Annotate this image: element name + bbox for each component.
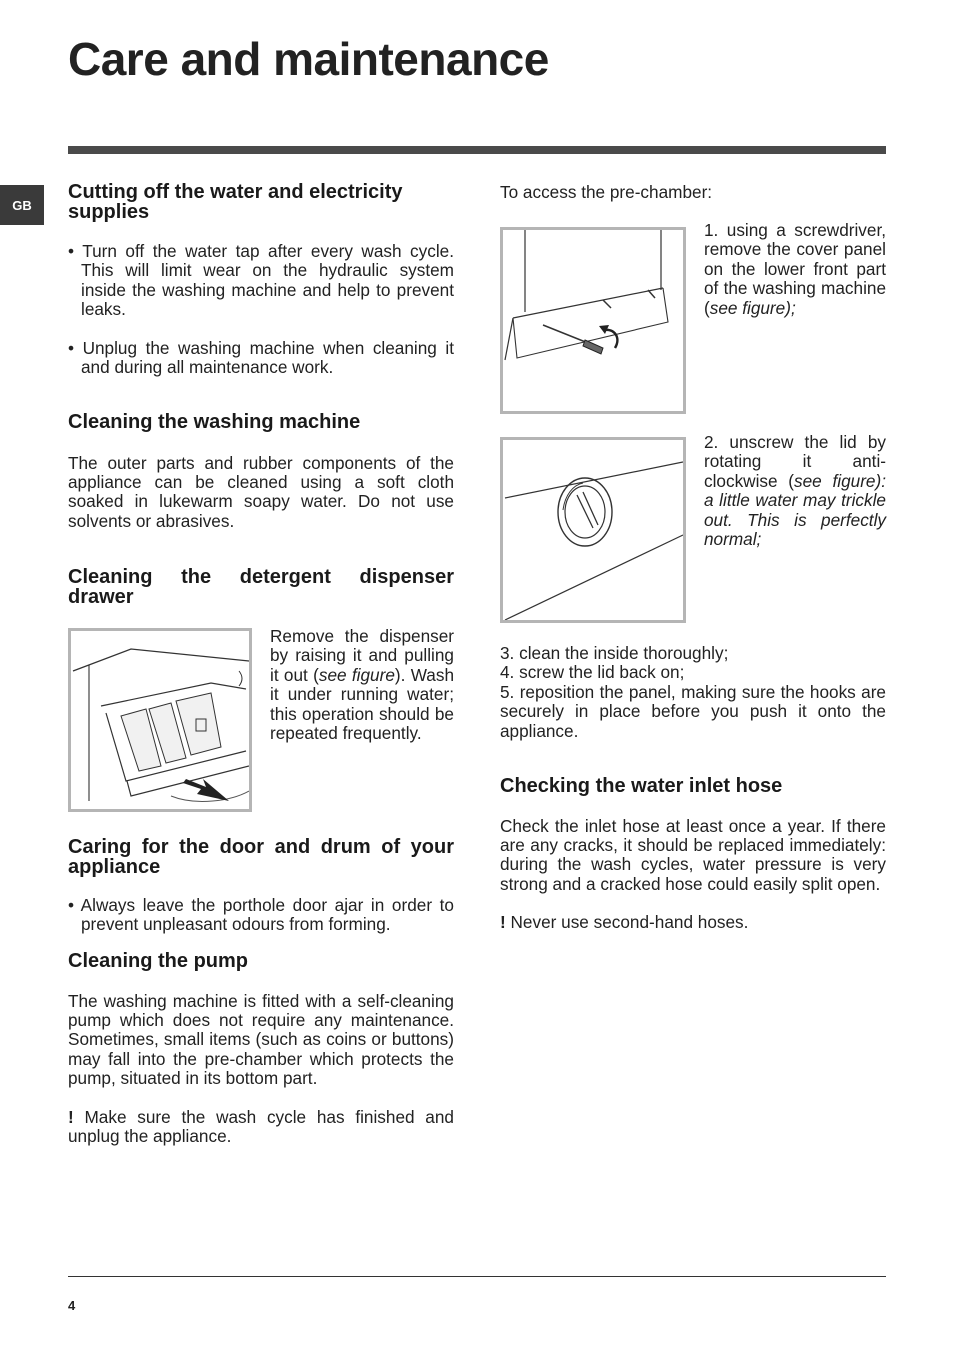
heading-inlet-hose: Checking the water inlet hose: [500, 775, 783, 797]
remove-panel-illustration: [503, 230, 683, 411]
prechamber-intro: To access the pre-chamber:: [500, 182, 713, 202]
dispenser-text-a: Remove the dispenser by raising it and pulling it out (: [270, 626, 454, 685]
figure-remove-panel: [500, 227, 686, 414]
step-4: 4. screw the lid back on;: [500, 662, 685, 683]
step-1: [704, 221, 886, 318]
step-2: [704, 433, 886, 549]
body-cleaning-machine: The outer parts and rubber components of the appliance can be cleaned using a soft cloth soaked in lukewarm soapy water. Do not use solvents or abrasives.: [68, 452, 454, 531]
bullet-turn-off-tap: • Turn off the water tap after every wash cycle. This will limit wear on the hydraulic system inside the washing machine and help to prevent leaks.: [68, 241, 454, 320]
section-cutting-supplies: [68, 183, 454, 377]
step-2-text-a: 2. unscrew the lid by rotating it anti-clockwise (: [704, 432, 886, 491]
page-number: 4: [68, 1298, 76, 1313]
warning-hose-mark: !: [500, 912, 506, 933]
dispenser-instructions: [270, 627, 454, 743]
body-cleaning-pump: The washing machine is fitted with a self-cleaning pump which does not require any maintenance. Sometimes, small items (such as coins or buttons) may fall into the pre-chamber which protects the pump, situated in its bottom part.: [68, 990, 454, 1089]
footer-rule: [68, 1276, 886, 1277]
step-2-see-figure: see figure: [794, 470, 876, 491]
step-1-text-b: );: [785, 297, 796, 318]
section-inlet-hose: [500, 777, 886, 933]
header-rule: [68, 146, 886, 154]
bullet-door-ajar: • Always leave the porthole door ajar in order to prevent unpleasant odours from forming.: [68, 895, 454, 935]
language-tab: GB: [0, 185, 44, 225]
step-3: 3. clean the inside thoroughly;: [500, 643, 729, 663]
unscrew-lid-illustration: [503, 440, 683, 620]
warning-mark: !: [68, 1106, 74, 1127]
dispenser-see-figure: see figure: [318, 664, 395, 685]
body-inlet-hose: Check the inlet hose at least once a year. If there are any cracks, it should be replaced immediately: during the wash cycles, water pressure is very strong and a cracked hose could easily split open.: [500, 815, 886, 894]
heading-cleaning-pump: Cleaning the pump: [68, 950, 248, 972]
step-1-text-a: 1. using a screwdriver, remove the cover panel on the lower front part of the washing machine (: [704, 220, 886, 318]
section-dispenser-drawer: [68, 568, 454, 607]
heading-dispenser-drawer: Cleaning the detergent dispenser drawer: [68, 566, 454, 608]
section-cleaning-pump: [68, 952, 454, 1146]
steps-3-5: [500, 644, 886, 741]
step-5: 5. reposition the panel, making sure the hooks are securely in place before you push it onto the appliance.: [500, 681, 886, 741]
warning-hose: [500, 913, 886, 932]
figure-dispenser-drawer: [68, 628, 252, 812]
figure-unscrew-lid: [500, 437, 686, 623]
bullet-unplug: • Unplug the washing machine when cleaning it and during all maintenance work.: [68, 337, 454, 378]
dispenser-text-b: ). Wash it under running water; this operation should be repeated frequently.: [270, 664, 455, 744]
warning-pump-text: Make sure the wash cycle has finished and unplug the appliance.: [68, 1106, 454, 1146]
heading-door-drum: Caring for the door and drum of your appliance: [68, 836, 454, 878]
step-2-text-b: ): a little water may trickle out. This is perfectly normal;: [704, 470, 886, 550]
warning-pump: [68, 1108, 454, 1147]
step-1-see-figure: see figure: [709, 297, 786, 318]
heading-cleaning-machine: Cleaning the washing machine: [68, 411, 361, 433]
section-door-drum: [68, 838, 454, 935]
section-cleaning-machine: [68, 413, 454, 531]
dispenser-drawer-illustration: [71, 631, 249, 809]
warning-hose-text: Never use second-hand hoses.: [505, 912, 749, 933]
page-title: Care and maintenance: [68, 33, 549, 85]
heading-cutting-supplies: Cutting off the water and electricity supplies: [68, 181, 403, 223]
